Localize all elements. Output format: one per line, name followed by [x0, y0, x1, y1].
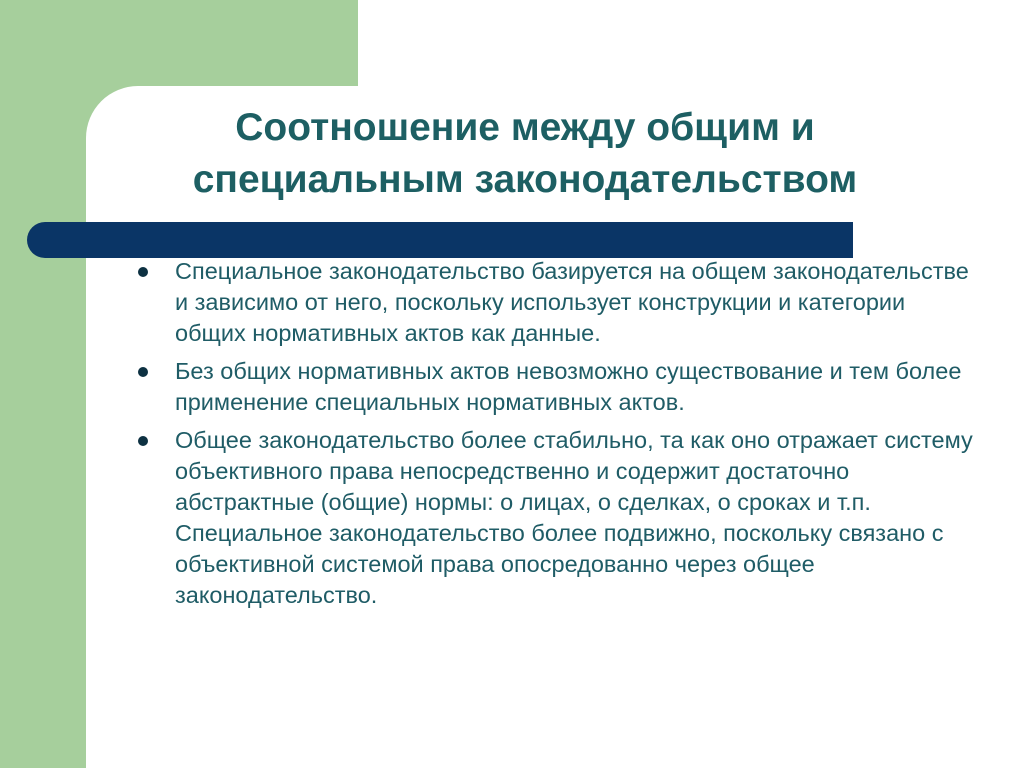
title-line-2: специальным законодательством: [192, 158, 858, 201]
bullet-dot-icon: [138, 367, 148, 377]
bullet-dot-icon: [138, 267, 148, 277]
bullet-item: [138, 256, 978, 349]
bullet-list: [138, 256, 978, 618]
title-divider-bar: [27, 222, 853, 258]
slide-title: [110, 102, 940, 206]
bullet-text: Специальное законодательство базируется на общем законодательстве и зависимо от него, поскольку использует конструкции и категории общих нормативных актов как данные.: [175, 258, 969, 346]
bullet-item: [138, 356, 978, 418]
bullet-item: [138, 425, 978, 611]
bullet-text: Без общих нормативных актов невозможно существование и тем более применение специальных нормативных актов.: [175, 358, 962, 415]
title-line-1: Соотношение между общим и: [235, 106, 815, 149]
bullet-dot-icon: [138, 436, 148, 446]
bullet-text: Общее законодательство более стабильно, та как оно отражает систему объективного права непосредственно и содержит достаточно абстрактные (общие) нормы: о лицах, о сделках, о сроках и т.п. Специальное законодательство более подвижно, поскольку связано с объективной системой права опосредованно через общее законодательство.: [175, 427, 973, 608]
